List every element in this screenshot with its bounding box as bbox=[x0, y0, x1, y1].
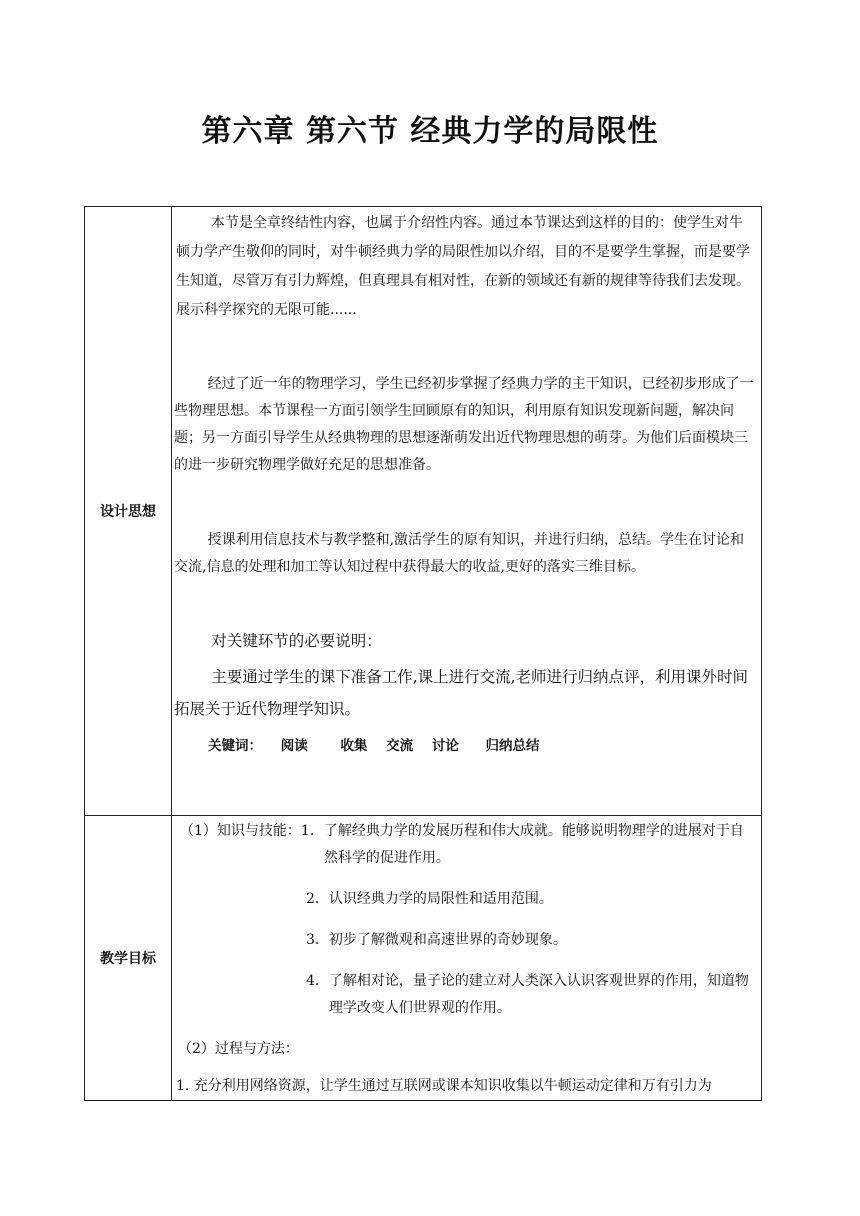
goals-label: 教学目标 bbox=[85, 816, 172, 1101]
goal-number: 1． bbox=[300, 823, 324, 839]
goal-item-row bbox=[172, 968, 761, 1022]
goal-item-row bbox=[172, 886, 761, 913]
goal-item: 认识经典力学的局限性和适用范围。 bbox=[328, 891, 553, 907]
goal-item-row bbox=[172, 927, 761, 954]
goal-item: 了解相对论，量子论的建立对人类深入认识客观世界的作用，知道物理学改变人们世界观的作用。 bbox=[328, 973, 749, 1016]
goal-item: 初步了解微观和高速世界的奇妙现象。 bbox=[328, 932, 567, 948]
keyword-item: 讨论 bbox=[431, 738, 459, 754]
design-note-heading: 对关键环节的必要说明： bbox=[211, 632, 382, 650]
design-note-body: 主要通过学生的课下准备工作,课上进行交流,老师进行归纳点评，利用课外时间拓展关于近代物理学知识。 bbox=[174, 668, 749, 718]
keyword-item: 交流 bbox=[386, 738, 414, 754]
goals-section-1: （1）知识与技能： bbox=[180, 823, 301, 839]
design-label: 设计思想 bbox=[85, 207, 172, 816]
goal-number: 3． bbox=[306, 932, 329, 948]
goals-row bbox=[85, 816, 762, 1101]
design-row bbox=[85, 207, 762, 816]
design-content bbox=[172, 207, 762, 816]
keywords-label: 关键词： bbox=[208, 738, 262, 754]
goal-number: 2． bbox=[306, 891, 329, 907]
goal-number: 4． bbox=[306, 973, 329, 989]
keyword-item: 收集 bbox=[340, 738, 368, 754]
design-paragraph-2: 经过了近一年的物理学习，学生已经初步掌握了经典力学的主干知识，已经初步形成了一些物理思想。本节课程一方面引领学生回顾原有的知识，利用原有知识发现新问题，解决问题；另一方面引导学生从经典物理的思想逐渐萌发出近代物理思想的萌芽。为他们后面模块三的进一步研究物理学做好充足的思想准备。 bbox=[174, 376, 754, 473]
goals-section-2: （2）过程与方法： bbox=[178, 1041, 299, 1057]
lesson-plan-table bbox=[84, 206, 762, 1101]
goal-item: 了解经典力学的发展历程和伟大成就。能够说明物理学的进展对于自然科学的促进作用。 bbox=[323, 823, 744, 866]
keywords-line bbox=[172, 733, 761, 760]
design-paragraph-3: 授课利用信息技术与教学整和,激活学生的原有知识，并进行归纳，总结。学生在讨论和交流,信息的处理和加工等认知过程中获得最大的收益,更好的落实三维目标。 bbox=[174, 532, 745, 575]
goal-item-row bbox=[172, 818, 761, 872]
goals-content bbox=[172, 816, 762, 1101]
page-title: 第六章 第六节 经典力学的局限性 bbox=[201, 114, 659, 149]
design-paragraph-1: 本节是全章终结性内容，也属于介绍性内容。通过本节课达到这样的目的：使学生对牛顿力学产生敬仰的同时，对牛顿经典力学的局限性加以介绍，目的不是要学生掌握，而是要学生知道，尽管万有引力辉煌，但真理具有相对性，在新的领域还有新的规律等待我们去发现。展示科学探究的无限可能...... bbox=[176, 215, 750, 318]
keyword-item: 归纳总结 bbox=[485, 738, 540, 754]
keyword-item: 阅读 bbox=[280, 738, 308, 754]
method-item: 1. 充分利用网络资源，让学生通过互联网或课本知识收集以牛顿运动定律和万有引力为 bbox=[176, 1078, 712, 1094]
